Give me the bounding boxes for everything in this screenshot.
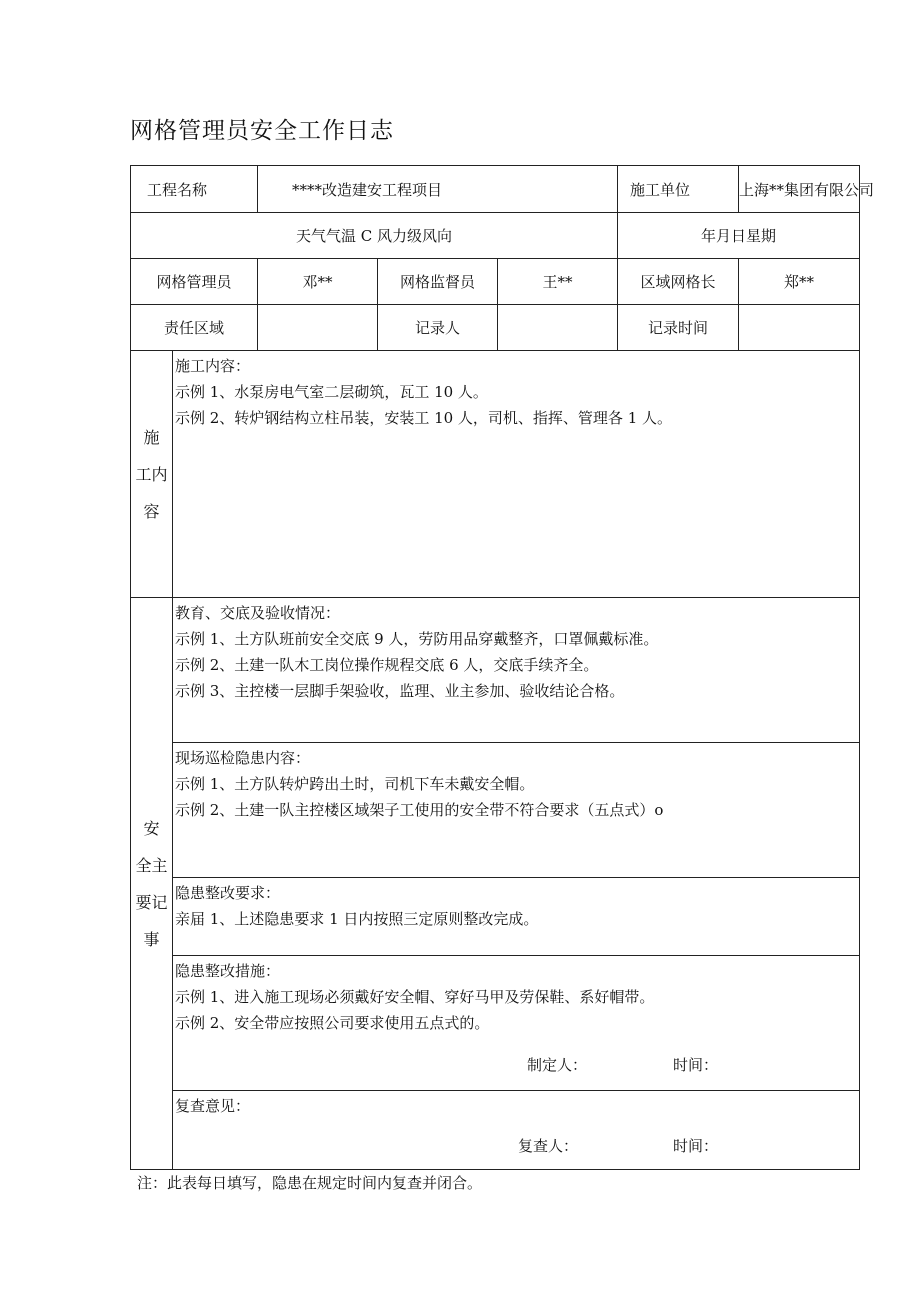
area-head-value[interactable]: 郑**	[739, 259, 860, 305]
project-value[interactable]: ****改造建安工程项目	[258, 166, 618, 213]
requirement-content[interactable]	[173, 878, 860, 956]
construction-line: 示例 2、转炉钢结构立柱吊装，安装工 10 人，司机、指挥、管理各 1 人。	[175, 409, 673, 427]
record-row	[131, 305, 860, 351]
inspection-line: 示例 2、土建一队主控楼区域架子工使用的安全带不符合要求（五点式）o	[175, 801, 664, 819]
construction-content[interactable]	[173, 351, 860, 598]
inspection-line: 示例 1、土方队转炉跨出土时，司机下车未戴安全帽。	[175, 775, 535, 793]
recorder-value[interactable]	[498, 305, 618, 351]
area-label: 责任区域	[131, 305, 258, 351]
measures-line: 示例 1、进入施工现场必须戴好安全帽、穿好马甲及劳保鞋、系好帽带。	[175, 988, 655, 1006]
project-row	[131, 166, 860, 213]
weather-row	[131, 213, 860, 259]
measures-content[interactable]	[173, 956, 860, 1091]
area-head-label: 区域网格长	[618, 259, 739, 305]
requirement-row	[131, 878, 860, 956]
supervisor-value[interactable]: 王**	[498, 259, 618, 305]
requirement-heading: 隐患整改要求：	[175, 884, 281, 902]
maker-label: 制定人：	[527, 1056, 588, 1074]
education-row	[131, 598, 860, 743]
area-value[interactable]	[258, 305, 378, 351]
review-content[interactable]	[173, 1091, 860, 1170]
education-line: 示例 1、土方队班前安全交底 9 人，劳防用品穿戴整齐，口罩佩戴标准。	[175, 630, 659, 648]
personnel-row	[131, 259, 860, 305]
safety-side-4: 事	[143, 929, 160, 949]
safety-side-label	[131, 598, 173, 1170]
education-line: 示例 2、土建一队木工岗位操作规程交底 6 人，交底手续齐全。	[175, 656, 599, 674]
safety-side-2: 全主	[135, 855, 168, 875]
record-time-value[interactable]	[739, 305, 860, 351]
date-field[interactable]: 年月日星期	[618, 213, 860, 259]
manager-value[interactable]: 邓**	[258, 259, 378, 305]
review-heading: 复查意见：	[175, 1097, 251, 1115]
construction-line: 示例 1、水泵房电气室二层砌筑，瓦工 10 人。	[175, 383, 488, 401]
record-time-label: 记录时间	[618, 305, 739, 351]
construction-heading: 施工内容：	[175, 357, 251, 375]
construction-side-label	[131, 351, 173, 598]
inspection-content[interactable]	[173, 743, 860, 878]
education-heading: 教育、交底及验收情况：	[175, 604, 341, 622]
measures-heading: 隐患整改措施：	[175, 962, 281, 980]
construction-side-2: 工内	[135, 464, 168, 484]
safety-side-3: 要记	[135, 892, 168, 912]
measures-row	[131, 956, 860, 1091]
measures-time-label: 时间：	[673, 1056, 719, 1074]
construction-side-3: 容	[143, 501, 160, 521]
education-line: 示例 3、主控楼一层脚手架验收，监理、业主参加、验收结论合格。	[175, 682, 625, 700]
measures-sign-row	[175, 1052, 859, 1078]
manager-label: 网格管理员	[131, 259, 258, 305]
footnote: 注：此表每日填写，隐患在规定时间内复查并闭合。	[137, 1174, 483, 1192]
company-label: 施工单位	[618, 166, 739, 213]
construction-row	[131, 351, 860, 598]
safety-log-table	[130, 165, 875, 1170]
company-value[interactable]: 上海**集团有限公司	[739, 166, 860, 213]
supervisor-label: 网格监督员	[378, 259, 498, 305]
review-row	[131, 1091, 860, 1170]
project-label: 工程名称	[131, 166, 258, 213]
inspection-heading: 现场巡检隐患内容：	[175, 749, 311, 767]
weather-field[interactable]: 天气气温 C 风力级风向	[131, 213, 618, 259]
reviewer-label: 复查人：	[518, 1137, 579, 1155]
review-sign-row	[175, 1133, 859, 1159]
education-content[interactable]	[173, 598, 860, 743]
requirement-line: 亲届 1、上述隐患要求 1 日内按照三定原则整改完成。	[175, 910, 539, 928]
measures-line: 示例 2、安全带应按照公司要求使用五点式的。	[175, 1014, 490, 1032]
safety-side-1: 安	[143, 818, 160, 838]
construction-side-1: 施	[143, 427, 160, 447]
recorder-label: 记录人	[378, 305, 498, 351]
review-time-label: 时间：	[673, 1137, 719, 1155]
page-title: 网格管理员安全工作日志	[130, 118, 394, 144]
inspection-row	[131, 743, 860, 878]
